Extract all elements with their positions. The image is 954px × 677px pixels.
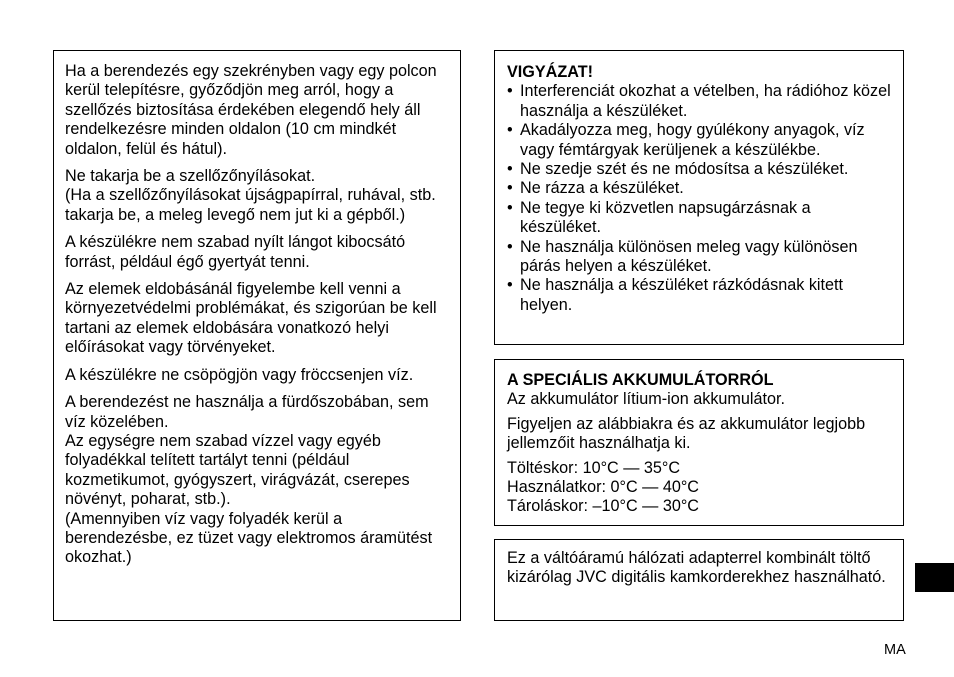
page-code: MA [884, 642, 906, 658]
adapter-note-box [494, 539, 904, 621]
caution-item: • Akadályozza meg, hogy gyúlékony anyagok, víz vagy fémtárgyak kerüljenek a készülékbe. [507, 121, 895, 160]
open-flame-paragraph: A készülékre nem szabad nyílt lángot kibocsátó forrást, például égő gyertyát tenni. [65, 233, 406, 271]
battery-info-box [494, 359, 904, 526]
caution-item: • Ne szedje szét és ne módosítsa a készüléket. [507, 160, 895, 179]
battery-title: A SPECIÁLIS AKKUMULÁTORRÓL [507, 371, 774, 389]
battery-disposal-paragraph: Az elemek eldobásánál figyelembe kell venni a környezetvédelmi problémákat, és szigorúan be kell tartani az elemek eldobására vonatkozó helyi előírásokat vagy törvényeket. [65, 280, 437, 357]
water-splash-paragraph: A készülékre ne csöpögjön vagy fröccsenjen víz. [65, 365, 414, 384]
caution-item: • Interferenciát okozhat a vételben, ha rádióhoz közel használja a készüléket. [507, 82, 895, 121]
caution-list [507, 82, 895, 315]
caution-box [494, 50, 904, 345]
storage-temperature: Tároláskor: –10°C — 30°C [507, 497, 699, 516]
bathroom-water-paragraph: A berendezést ne használja a fürdőszobában, sem víz közelében. Az egységre nem szabad vízzel vagy egyéb folyadékkal telített tartályt tenni (például kozmetikumot, gyógyszert, virágvázát, cserepes növényt, poharat, stb.). (Amennyiben víz vagy folyadék kerül a berendezésbe, ez tüzet vagy elektromos áramütést okozhat.) [65, 393, 433, 567]
battery-type-text: Az akkumulátor lítium-ion akkumulátor. [507, 390, 785, 409]
adapter-note-text: Ez a váltóáramú hálózati adapterrel kombinált töltő kizárólag JVC digitális kamkorderekhez használható. [507, 549, 886, 587]
ventilation-space-paragraph: Ha a berendezés egy szekrényben vagy egy polcon kerül telepítésre, győződjön meg arról, hogy a szellőzés biztosítása érdekében elegendő hely áll rendelkezésre minden oldalon (10 cm mindkét oldalon, felül és hátul). [65, 62, 437, 158]
caution-item: • Ne tegye ki közvetlen napsugárzásnak a készüléket. [507, 199, 895, 238]
battery-advice-text: Figyeljen az alábbiakra és az akkumulátor legjobb jellemzőit használhatja ki. [507, 414, 866, 453]
section-tab-marker [915, 563, 954, 592]
charge-temperature: Töltéskor: 10°C — 35°C [507, 458, 681, 477]
safety-notes-box [53, 50, 461, 621]
caution-title: VIGYÁZAT! [507, 63, 594, 81]
caution-item: • Ne rázza a készüléket. [507, 179, 895, 198]
caution-item: • Ne használja a készüléket rázkódásnak kitett helyen. [507, 276, 895, 315]
vent-cover-paragraph: Ne takarja be a szellőzőnyílásokat. (Ha a szellőzőnyílásokat újságpapírral, ruhával, stb. takarja be, a meleg levegő nem jut ki a gépből.) [65, 167, 436, 224]
use-temperature: Használatkor: 0°C — 40°C [507, 478, 699, 497]
caution-item: • Ne használja különösen meleg vagy különösen párás helyen a készüléket. [507, 238, 895, 277]
